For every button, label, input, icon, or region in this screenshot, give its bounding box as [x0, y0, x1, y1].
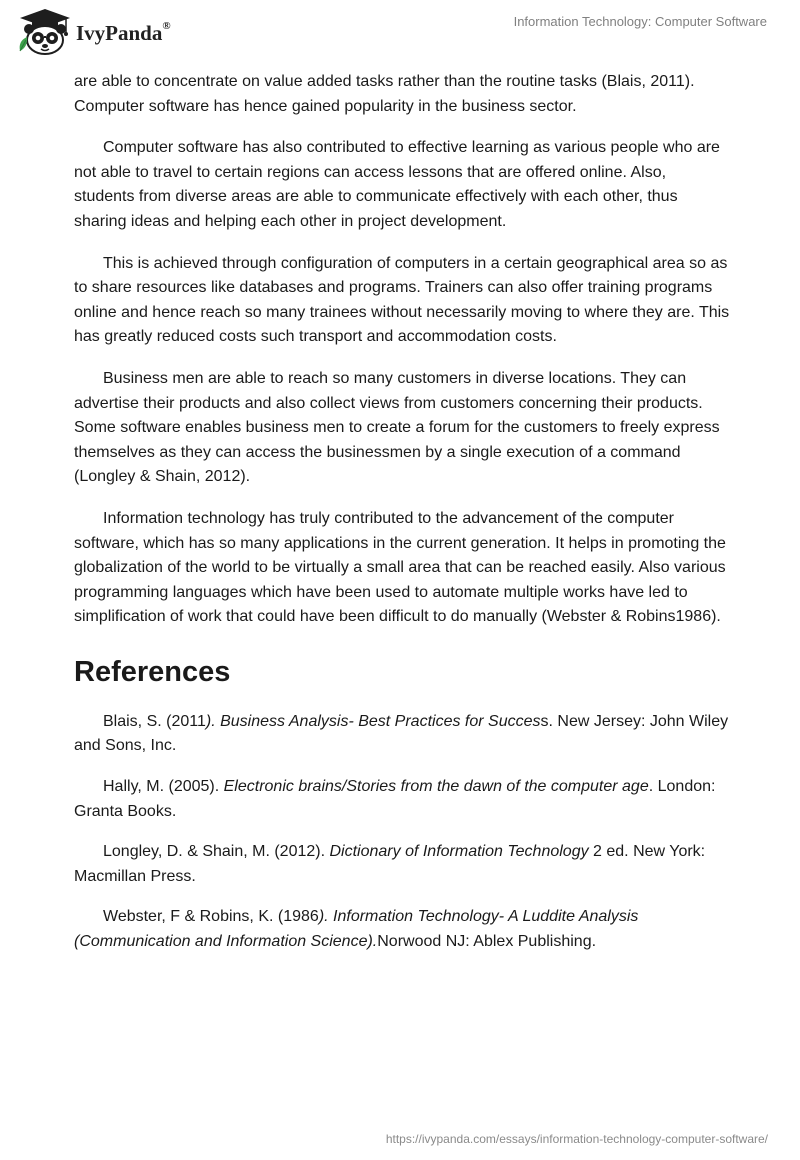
body-paragraph: This is achieved through configuration of computers in a certain geographical area so as to share resources like databases and programs. Trainers can also offer training programs online and hence reach so many trainees without necessarily moving to where they are. This has greatly reduced costs such transport and accommodation costs. — [74, 254, 730, 346]
essay-content — [74, 70, 730, 971]
document-title: Information Technology: Computer Software — [513, 14, 767, 29]
body-paragraph: Business men are able to reach so many customers in diverse locations. They can advertise their products and also collect views from customers concerning their products. Some software enables business men to create a forum for the customers to freely express themselves as they can access the businessmen by a single execution of a command (Longley & Shain, 2012). — [74, 369, 720, 486]
body-paragraph: are able to concentrate on value added tasks rather than the routine tasks (Blais, 2011). Computer software has hence gained popularity in the business sector. — [74, 73, 695, 115]
reference-item: Blais, S. (2011). Business Analysis- Best Practices for Success. New Jersey: John Wiley and Sons, Inc. — [74, 712, 729, 755]
reference-item: Longley, D. & Shain, M. (2012). Dictionary of Information Technology 2 ed. New York: Macmillan Press. — [74, 843, 706, 885]
panda-logo-icon — [14, 7, 76, 57]
brand-name: IvyPanda® — [76, 19, 171, 45]
body-paragraph: Information technology has truly contributed to the advancement of the computer software, which has so many applications in the current generation. It helps in promoting the globalization of the world to be virtually a small area that can be reached easily. Also various programming languages which have been used to automate multiple works have led to simplification of work that could have been difficult to do manually (Webster & Robins1986). — [74, 509, 726, 626]
body-paragraph: Computer software has also contributed to effective learning as various people who are not able to travel to certain regions can access lessons that are offered online. Also, students from diverse areas are able to communicate effectively with each other, thus sharing ideas and helping each other in project development. — [74, 139, 720, 230]
reference-item: Webster, F & Robins, K. (1986). Information Technology- A Luddite Analysis (Communication and Information Science).Norwood NJ: Ablex Publishing. — [74, 908, 639, 951]
page-header — [0, 0, 800, 64]
brand-logo[interactable] — [14, 7, 171, 57]
reference-item: Hally, M. (2005). Electronic brains/Stories from the dawn of the computer age. London: Granta Books. — [74, 778, 716, 820]
registered-mark: ® — [162, 19, 171, 32]
source-url[interactable]: https://ivypanda.com/essays/information-technology-computer-software/ — [385, 1132, 768, 1146]
references-heading: References — [74, 655, 231, 688]
